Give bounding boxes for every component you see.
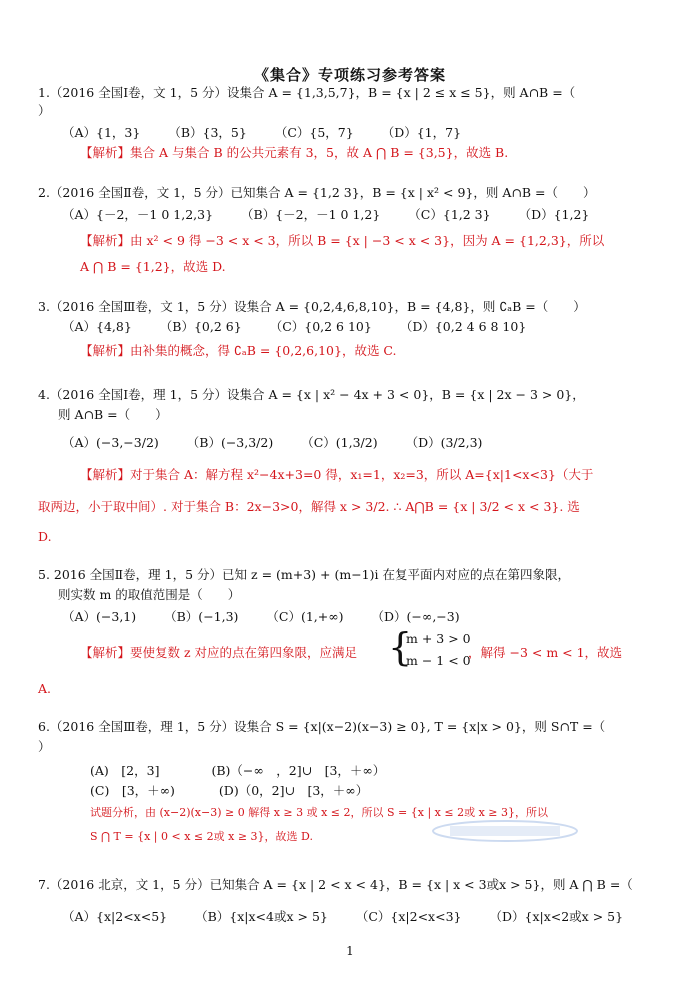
q3-options <box>62 318 550 336</box>
q4-analysis-line1: 【解析】对于集合 A：解方程 x²−4x+3=0 得，x₁=1，x₂=3，所以 A={x|1<x<3}（大于 <box>80 467 594 482</box>
q7-option-c: （C）{x|2<x<3} <box>355 909 462 924</box>
q5-system-brace: { <box>388 625 413 669</box>
q2-analysis-line1: 【解析】由 x² < 9 得 −3 < x < 3，所以 B = {x | −3 < x < 3}，因为 A = {1,2,3}，所以 <box>80 233 605 248</box>
q7-option-b: （B）{x|x<4或x > 5} <box>195 909 328 924</box>
q5-options <box>62 608 484 626</box>
q4-option-c: （C）(1,3/2) <box>301 435 378 450</box>
q7-option-d: （D）{x|x<2或x > 5} <box>489 909 624 924</box>
q2-stem: 2.（2016 全国Ⅱ卷，文 1，5 分）已知集合 A = {1,2 3}，B = {x | x² < 9}，则 A∩B =（ ） <box>38 185 596 200</box>
q6-option-c: (C) [3，＋∞) <box>90 783 175 798</box>
q4-option-b: （B）(−3,3/2) <box>186 435 274 450</box>
q6-analysis-line2: S ⋂ T = {x | 0 < x ≤ 2或 x ≥ 3}，故选 D. <box>90 830 313 843</box>
q5-analysis-line3: A. <box>38 681 52 696</box>
q2-option-b: （B）{－2，－1 0 1,2} <box>241 207 381 222</box>
q3-stem: 3.（2016 全国Ⅲ卷，文 1，5 分）设集合 A = {0,2,4,6,8,10}，B = {4,8}，则 ∁ₐB =（ ） <box>38 299 586 314</box>
q4-options <box>62 434 506 452</box>
q4-option-d: （D）(3/2,3) <box>405 435 483 450</box>
q5-system-bottom: m − 1 < 0 <box>406 653 471 668</box>
q7-option-a: （A）{x|2<x<5} <box>62 909 168 924</box>
q6-options-row2 <box>90 782 392 800</box>
q4-stem-line1: 4.（2016 全国Ⅰ卷，理 1，5 分）设集合 A = {x | x² − 4x + 3 < 0}，B = {x | 2x − 3 > 0}， <box>38 387 585 402</box>
q2-option-d: （D）{1,2} <box>518 207 590 222</box>
q1-option-a: （A）{1，3} <box>62 125 141 140</box>
q6-option-a: (A) [2，3] <box>90 763 160 778</box>
q3-option-a: （A）{4,8} <box>62 319 132 334</box>
q1-stem-close: ） <box>38 103 51 118</box>
q6-options-row1 <box>90 762 409 780</box>
q5-option-b: （B）(−1,3) <box>164 609 239 624</box>
q1-analysis: 【解析】集合 A 与集合 B 的公共元素有 3，5，故 A ⋂ B = {3,5}，故选 B. <box>80 145 509 160</box>
q2-option-c: （C）{1,2 3} <box>408 207 491 222</box>
q6-analysis-line1: 试题分析，由 (x−2)(x−3) ≥ 0 解得 x ≥ 3 或 x ≤ 2，所以 S = {x | x ≤ 2或 x ≥ 3}，所以 <box>90 806 548 819</box>
q7-stem: 7.（2016 北京，文 1，5 分）已知集合 A = {x | 2 < x < 4}，B = {x | x < 3或x > 5}，则 A ⋂ B =（ <box>38 877 633 892</box>
q5-system-top: m + 3 > 0 <box>406 631 471 646</box>
q5-analysis-line2: ，解得 −3 < m < 1，故选 <box>468 645 623 660</box>
page-title: 《集合》专项练习参考答案 <box>253 66 446 84</box>
q5-analysis-line1: 【解析】要使复数 z 对应的点在第四象限，应满足 <box>80 645 358 660</box>
q1-stem: 1.（2016 全国Ⅰ卷，文 1，5 分）设集合 A = {1,3,5,7}，B = {x | 2 ≤ x ≤ 5}，则 A∩B =（ <box>38 85 576 100</box>
page-number: 1 <box>346 944 354 958</box>
q5-option-d: （D）(−∞,−3) <box>371 609 460 624</box>
q6-stem: 6.（2016 全国Ⅲ卷，理 1，5 分）设集合 S = {x|(x−2)(x−3) ≥ 0}, T = {x|x > 0}，则 S∩T =（ <box>38 719 606 734</box>
q1-option-c: （C）{5，7} <box>274 125 354 140</box>
q3-option-d: （D）{0,2 4 6 8 10} <box>399 319 527 334</box>
q3-option-c: （C）{0,2 6 10} <box>269 319 372 334</box>
q5-option-a: （A）(−3,1) <box>62 609 137 624</box>
q3-option-b: （B）{0,2 6} <box>159 319 242 334</box>
watermark-logo <box>430 818 580 844</box>
q6-option-d: (D)（0，2]∪ [3，＋∞） <box>218 783 369 798</box>
q4-option-a: （A）(−3,−3/2) <box>62 435 159 450</box>
q4-analysis-line2: 取两边，小于取中间）. 对于集合 B：2x−3>0，解得 x > 3/2. ∴ A⋂B = {x | 3/2 < x < 3}. 选 <box>38 499 580 514</box>
q4-analysis-line3: D. <box>38 529 52 544</box>
q3-analysis: 【解析】由补集的概念，得 ∁ₐB = {0,2,6,10}，故选 C. <box>80 343 397 358</box>
q6-option-b: (B)（−∞ ，2]∪ [3，＋∞） <box>211 763 386 778</box>
q2-analysis-line2: A ⋂ B = {1,2}，故选 D. <box>80 259 226 274</box>
q5-option-c: （C）(1,+∞) <box>266 609 344 624</box>
q7-options <box>62 908 647 926</box>
q5-stem-line2: 则实数 m 的取值范围是（ ） <box>58 587 241 602</box>
q1-options <box>62 124 485 142</box>
q2-options <box>62 206 613 224</box>
q5-stem-line1: 5. 2016 全国Ⅱ卷，理 1，5 分）已知 z = (m+3) + (m−1)i 在复平面内对应的点在第四象限， <box>38 567 570 582</box>
q6-stem-close: ） <box>38 739 51 754</box>
q2-option-a: （A）{－2，－1 0 1,2,3} <box>62 207 214 222</box>
q4-stem-line2: 则 A∩B =（ ） <box>58 407 168 422</box>
q1-option-b: （B）{3，5} <box>168 125 247 140</box>
q1-option-d: （D）{1，7} <box>381 125 462 140</box>
